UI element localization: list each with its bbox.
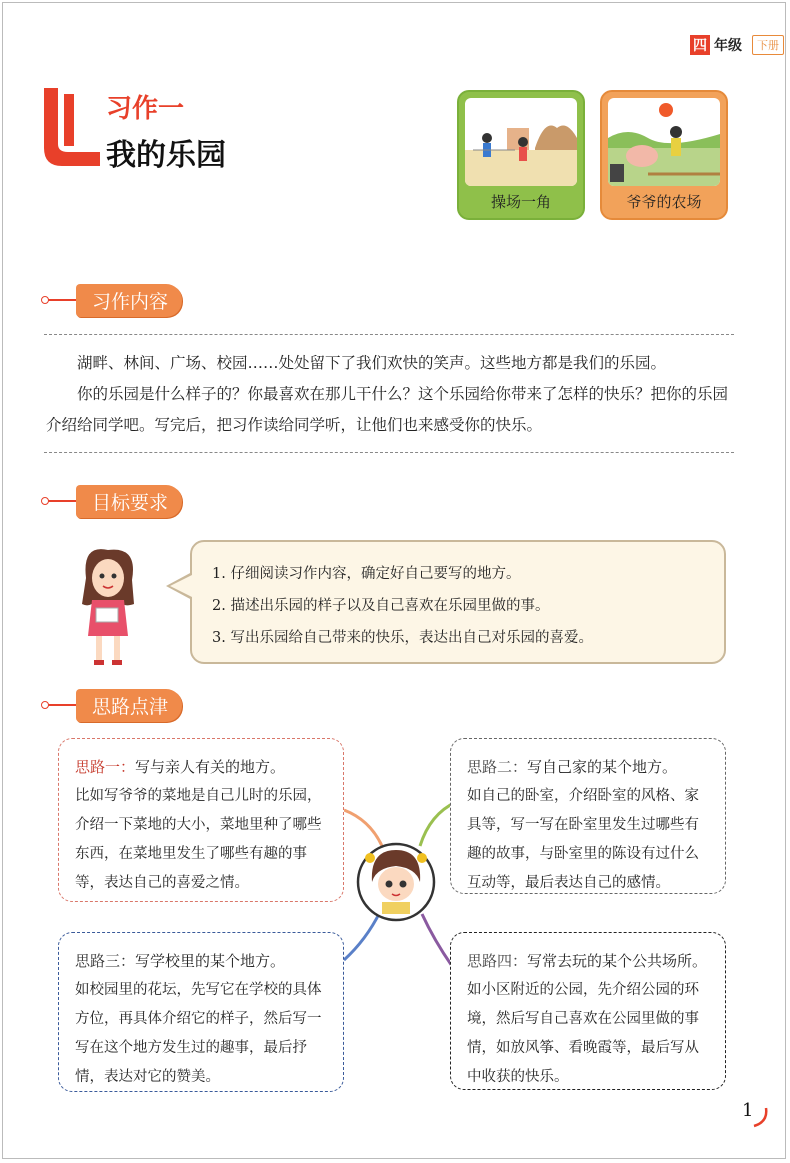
section-label: 目标要求 (76, 485, 182, 518)
idea-key: 思路二： (467, 758, 528, 776)
page-curl-icon (752, 1106, 770, 1128)
idea-title: 写常去玩的某个公共场所。 (527, 952, 708, 970)
picture-card-playground (457, 90, 585, 220)
caption-playground: 操场一角 (490, 193, 551, 211)
idea-heading (75, 753, 329, 782)
idea-title: 写自己家的某个地方。 (527, 758, 678, 776)
page-number: 1 (742, 1100, 754, 1121)
goals-speech-bubble (190, 540, 726, 664)
divider-top (44, 334, 734, 335)
tag-connector (46, 704, 76, 706)
goal-item: 2. 描述出乐园的样子以及自己喜欢在乐园里做的事。 (212, 598, 550, 614)
goal-item: 3. 写出乐园给自己带来的快乐，表达出自己对乐园的喜爱。 (212, 630, 593, 646)
idea-title: 写学校里的某个地方。 (135, 952, 286, 970)
content-text (46, 348, 736, 441)
grade-label: 年级 (714, 38, 742, 54)
teacher-illustration (72, 548, 144, 672)
composition-number: 习作一 (106, 94, 185, 124)
idea-key: 思路一： (75, 758, 136, 776)
goal-item: 1. 仔细阅读习作内容，确定好自己要写的地方。 (212, 566, 521, 582)
idea-heading (467, 947, 711, 976)
caption-farm: 爷爷的农场 (626, 193, 702, 211)
idea-box-1 (58, 738, 344, 902)
idea-box-4 (450, 932, 726, 1090)
idea-title: 写与亲人有关的地方。 (135, 758, 286, 776)
idea-box-2 (450, 738, 726, 894)
volume-label: 下册 (752, 35, 784, 55)
farm-illustration (608, 98, 720, 186)
content-paragraph: 你的乐园是什么样子的？你最喜欢在那儿干什么？这个乐园给你带来了怎样的快乐？把你的乐园介绍给同学吧。写完后，把习作读给同学听，让他们也来感受你的快乐。 (46, 385, 729, 434)
playground-illustration (465, 98, 577, 186)
idea-body: 比如写爷爷的菜地是自己儿时的乐园，介绍一下菜地的大小，菜地里种了哪些东西，在菜地里发生了哪些有趣的事等，表达自己的喜爱之情。 (75, 788, 322, 891)
tag-connector (46, 500, 76, 502)
section-tag-ideas (46, 690, 182, 720)
section-label: 习作内容 (76, 284, 182, 317)
divider-bottom (44, 452, 734, 453)
idea-heading (75, 947, 329, 976)
idea-body: 如自己的卧室，介绍卧室的风格、家具等，写一写在卧室里发生过哪些有趣的故事，与卧室里的陈设有过什么互动等，最后表达自己的感情。 (467, 788, 699, 891)
page-title: 我的乐园 (106, 138, 226, 173)
idea-body: 如校园里的花坛，先写它在学校的具体方位，再具体介绍它的样子，然后写一写在这个地方发生过的趣事，最后抒情，表达对它的赞美。 (75, 982, 322, 1085)
idea-heading (467, 753, 711, 782)
idea-body: 如小区附近的公园，先介绍公园的环境，然后写自己喜欢在公园里做的事情，如放风筝、看晚霞等，最后写从中收获的快乐。 (467, 982, 699, 1085)
tag-connector (46, 299, 76, 301)
grade-number: 四 (690, 35, 710, 55)
idea-box-3 (58, 932, 344, 1092)
idea-key: 思路四： (467, 952, 528, 970)
idea-key: 思路三： (75, 952, 136, 970)
girl-avatar (356, 838, 436, 924)
section-tag-content (46, 285, 182, 315)
content-paragraph: 湖畔、林间、广场、校园……处处留下了我们欢快的笑声。这些地方都是我们的乐园。 (77, 354, 667, 372)
title-bookmark-icon (44, 88, 100, 166)
section-tag-goals (46, 486, 182, 516)
grade-badge (690, 34, 784, 56)
section-label: 思路点津 (76, 689, 182, 722)
picture-card-farm (600, 90, 728, 220)
